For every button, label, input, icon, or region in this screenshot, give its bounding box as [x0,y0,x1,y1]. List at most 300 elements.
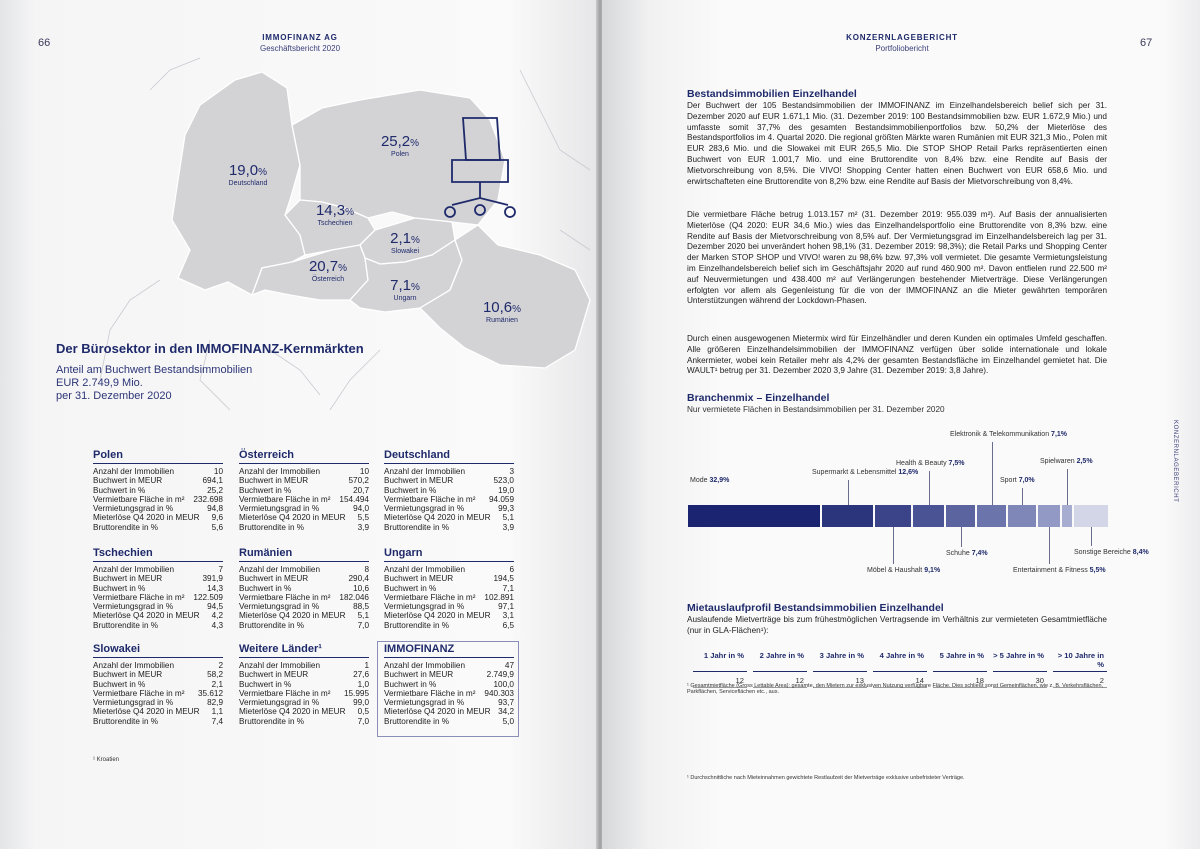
bar-leader-line [1091,527,1092,546]
row-label: Buchwert in MEUR [384,574,454,584]
country-box-row [239,476,369,485]
country-box-row [93,584,223,593]
row-value: 5,1 [502,513,514,523]
map-border-line [150,58,200,90]
map-label-tschechien: 14,3% Tschechien [315,202,355,227]
row-label: Buchwert in MEUR [239,574,309,584]
bar-leader-line [848,480,849,505]
row-label: Bruttorendite in % [239,522,305,532]
bar-category: Spielwaren [1040,458,1075,465]
country-box-title: Ungarn [384,547,514,562]
row-value: 5,6 [211,522,223,532]
country-box [239,449,369,532]
lease-header-cell: 3 Jahre in % [813,651,867,672]
country-box [384,643,514,726]
lease-header-cell: > 5 Jahre in % [993,651,1047,672]
map-border-line [560,230,590,250]
lease-header-cell: 1 Jahr in % [693,651,747,672]
bar-label [946,549,988,558]
country-box-row [239,689,369,698]
bar-value: 7,1% [1051,431,1068,438]
row-label: Buchwert in MEUR [93,574,163,584]
left-header-subtitle: Geschäftsbericht 2020 [259,44,341,53]
country-box-row [93,504,223,513]
country-box [93,449,223,532]
bar-leader-line [929,471,930,505]
bar-category: Schuhe [946,550,970,557]
country-box [93,643,223,726]
bar-label [1000,476,1035,485]
row-label: Buchwert in % [93,485,146,495]
row-value: 14,3 [207,583,223,593]
row-value: 694,1 [202,476,223,486]
row-value: 88,5 [353,602,369,612]
country-box-title: Slowakei [93,643,223,658]
row-value: 3,9 [357,522,369,532]
row-label: Mieterlöse Q4 2020 in MEUR [239,513,346,523]
country-box-row [384,689,514,698]
row-value: 10 [213,467,223,476]
row-value: 232.698 [193,494,223,504]
country-box-row [239,621,369,630]
row-label: Anzahl der Immobilien [93,467,175,476]
paragraph-3: Durch einen ausgewogenen Mietermix wird für Einzelhändler und deren Kunden ein optimales Umfeld geschaffen. Alle größeren Einzelhandelsimmobilien der IMMOFINANZ verfügen über solide internationale und lokale Ankermieter, wobei kein Retailer mehr als 4,2% der gesamten Bestandsfläche im Einzelhandel gemietet hat. Die WAULT¹ betrug per 31. Dezember 2020 3,9 Jahre (31. Dezember 2019: 3,8 Jahre). [687,334,1107,376]
bar-label [1040,457,1093,466]
country-box-row [93,486,223,495]
row-label: Vermietbare Fläche in m² [384,688,476,698]
row-value: 35.612 [197,688,223,698]
row-value: 34,2 [498,707,514,717]
row-label: Buchwert in % [384,583,437,593]
country-box-row [93,602,223,611]
country-box-row [239,584,369,593]
row-label: Vermietbare Fläche in m² [384,592,476,602]
row-value: 0,5 [357,707,369,717]
row-value: 194,5 [493,574,514,584]
bar-segment [946,505,976,527]
row-label: Bruttorendite in % [384,716,450,726]
row-value: 8 [364,565,369,574]
country-box-row [384,602,514,611]
country-box-row [384,523,514,532]
country-box-title: Polen [93,449,223,464]
bar-value: 7,0% [1018,477,1035,484]
row-label: Vermietungsgrad in % [239,504,320,514]
country-box-row [384,565,514,574]
row-label: Anzahl der Immobilien [93,565,175,574]
side-tab: KONZERNLAGEBERICHT [1172,420,1178,503]
row-label: Mieterlöse Q4 2020 in MEUR [93,611,200,621]
paragraph-1: Der Buchwert der 105 Bestandsimmobilien der IMMOFINANZ im Einzelhandelsbereich belief sich per 31. Dezember 2020 auf EUR 1.671,1 Mio. (31. Dezember 2019: 100 Bestandsimmobilien bzw. EUR 1.672,9 Mio.) und umfasste somit 37,7% des gesamten Bestandsimmobilienportfolios bzw. 50,2% der Mieterlöse des Bestandsportfolios im 4. Quartal 2020. Die regional größten Märkte waren Rumänien mit EUR 321,3 Mio., Polen mit EUR 283,6 Mio. und die Slowakei mit EUR 265,5 Mio. Die STOP SHOP Retail Parks repräsentierten einen Buchwert von EUR 1.001,7 Mio. und eine Bruttorendite von 8,4% bzw. eine Rendite auf Basis der Mietvorschreibung von 8,5%. Die VIVO! Shopping Center hatten einen Buchwert von EUR 658,6 Mio. und erwirtschafteten eine Bruttorendite von 8,2% bzw. eine Rendite auf Basis der Mietvorschreibung von 8,4%. [687,101,1107,186]
country-box-row [239,504,369,513]
footnote-wault: ¹ Durchschnittliche nach Mieteinnahmen gewichtete Restlaufzeit der Mietverträge exklusive unbefristeter Verträge. [687,775,965,781]
row-value: 97,1 [498,602,514,612]
row-label: Anzahl der Immobilien [239,661,321,670]
row-label: Buchwert in MEUR [239,476,309,486]
row-label: Anzahl der Immobilien [384,467,466,476]
row-value: 5,0 [502,716,514,726]
row-value: 7,0 [357,716,369,726]
bar-category: Elektronik & Telekommunikation [950,431,1050,438]
country-box-row [239,565,369,574]
bar-value: 32,9% [709,477,730,484]
country-box-row [239,593,369,602]
row-label: Buchwert in % [384,679,437,689]
row-label: Buchwert in MEUR [384,476,454,486]
row-value: 3,1 [502,611,514,621]
map-label-rumaenien: 10,6% Rumänien [482,299,522,324]
row-value: 93,7 [498,698,514,708]
bar-segment [913,505,943,527]
row-label: Vermietbare Fläche in m² [93,592,185,602]
country-box-row [384,584,514,593]
country-box-row [93,513,223,522]
row-value: 6 [509,565,514,574]
paragraph-2: Die vermietbare Fläche betrug 1.013.157 m² (31. Dezember 2019: 955.039 m²). Auf Basis der annualisierten Mieterlöse (Q4 2020: EUR 34,6 Mio.) wies das Einzelhandelsportfolio eine Bruttorendite von 8,3% bzw. eine Rendite auf Basis der Mietvorschreibung von 8,5% auf. Der Vermietungsgrad im Einzelhandelsbereich lag per 31. Dezember 2020 bei unverändert hohen 98,1% (31. Dezember 2019: 98,3%); die Retail Parks und Shopping Center der Marken STOP SHOP und VIVO! waren zu 98,6% bzw. 97,3% voll vermietet. Die gesamte Vermietungsleistung im Einzelhandelsbereich belief sich im Geschäftsjahr 2020 auf rund 460.900 m². Davon entfielen rund 22.500 m² auf Neuvermietungen und 438.400 m² auf Verlängerungen bestehender Mietverträge. Diese Verlängerungen erfolgten vor allem als Gegenleistung für die von der IMMOFINANZ an die Mieter gewährten temporären Unterstützungen während der Lockdown-Phasen. [687,210,1107,306]
row-value: 3,9 [502,522,514,532]
row-label: Bruttorendite in % [93,716,159,726]
country-box-row [93,523,223,532]
lease-value-cell: 13 [813,672,867,688]
country-box-row [93,689,223,698]
footnote-left: ¹ Kroatien [93,757,120,763]
bar-leader-line [893,527,894,564]
bar-segment [1074,505,1108,527]
bar-segment [1008,505,1036,527]
country-box-row [93,717,223,726]
bar-value: 7,4% [971,550,988,557]
country-box-row [93,661,223,670]
row-label: Vermietbare Fläche in m² [239,688,331,698]
row-value: 1,0 [357,679,369,689]
country-box-row [93,495,223,504]
row-label: Anzahl der Immobilien [239,565,321,574]
row-label: Mieterlöse Q4 2020 in MEUR [384,611,491,621]
country-box-row [239,602,369,611]
bar-segment [1062,505,1072,527]
row-value: 7 [218,565,223,574]
country-box-row [239,670,369,679]
europe-map [0,50,598,410]
bar-segment [1038,505,1060,527]
row-value: 99,3 [498,504,514,514]
row-label: Anzahl der Immobilien [93,661,175,670]
country-box [384,547,514,630]
row-value: 940.303 [484,688,514,698]
row-value: 3 [509,467,514,476]
bar-category: Health & Beauty [896,460,947,467]
country-box-row [239,495,369,504]
bar-leader-line [1022,488,1023,505]
bar-value: 2,5% [1076,458,1093,465]
left-page [0,0,598,849]
bar-leader-line [1049,527,1050,564]
title-subtitle: Anteil am Buchwert Bestandsimmobilien EUR 2.749,9 Mio. per 31. Dezember 2020 [56,364,253,402]
row-value: 100,0 [493,679,514,689]
lease-value-cell: 14 [873,672,927,688]
row-value: 523,0 [493,476,514,486]
country-box-row [93,476,223,485]
row-label: Vermietungsgrad in % [93,698,174,708]
row-value: 1,1 [211,707,223,717]
bar-leader-line [1067,469,1068,505]
row-value: 94,0 [353,504,369,514]
row-value: 2,1 [211,679,223,689]
lease-header-cell: 4 Jahre in % [873,651,927,672]
country-box-row [93,707,223,716]
country-box-row [239,611,369,620]
row-value: 102.891 [484,592,514,602]
country-box-row [239,574,369,583]
row-label: Buchwert in MEUR [93,476,163,486]
bar-label [896,459,965,468]
row-label: Vermietungsgrad in % [384,602,465,612]
country-box-row [384,680,514,689]
bar-category: Sport [1000,477,1017,484]
bar-category: Sonstige Bereiche [1074,549,1131,556]
row-label: Vermietungsgrad in % [239,602,320,612]
row-label: Mieterlöse Q4 2020 in MEUR [93,707,200,717]
country-box-row [239,523,369,532]
bar-label [1013,566,1106,575]
row-label: Buchwert in % [384,485,437,495]
country-box-title: Deutschland [384,449,514,464]
row-value: 99,0 [353,698,369,708]
country-box-row [239,707,369,716]
row-label: Mieterlöse Q4 2020 in MEUR [239,611,346,621]
map-label-ungarn: 7,1% Ungarn [390,277,420,302]
bar-segment [688,505,820,527]
row-label: Bruttorendite in % [384,620,450,630]
bar-category: Möbel & Haushalt [867,567,923,574]
bar-label [812,468,918,477]
country-box-row [384,661,514,670]
row-label: Mieterlöse Q4 2020 in MEUR [93,513,200,523]
row-value: 2.749,9 [486,670,514,680]
map-label-oesterreich: 20,7% Österreich [308,258,348,283]
map-label-deutschland: 19,0% Deutschland [228,162,268,187]
row-label: Mieterlöse Q4 2020 in MEUR [239,707,346,717]
lease-header-cell: 2 Jahre in % [753,651,807,672]
bar-label [867,566,940,575]
map-border-line [520,70,590,170]
row-label: Vermietungsgrad in % [93,504,174,514]
country-box-row [384,495,514,504]
row-label: Vermietbare Fläche in m² [384,494,476,504]
row-value: 7,1 [502,583,514,593]
row-label: Vermietbare Fläche in m² [93,494,185,504]
bar-category: Entertainment & Fitness [1013,567,1088,574]
row-label: Buchwert in MEUR [239,670,309,680]
country-box-row [384,707,514,716]
page-number-right: 67 [1140,37,1153,49]
map-border-line [330,350,380,410]
row-label: Vermietungsgrad in % [384,698,465,708]
lease-header-cell: > 10 Jahre in % [1053,651,1107,672]
row-value: 10 [359,467,369,476]
country-box [384,449,514,532]
country-box-row [384,467,514,476]
country-box-row [384,504,514,513]
country-box-row [384,670,514,679]
map-border-line [270,350,320,395]
bar-value: 12,6% [898,469,919,476]
bar-value: 5,5% [1089,567,1106,574]
page-number-left: 66 [38,37,51,49]
row-value: 122.509 [193,592,223,602]
bar-segment [875,505,912,527]
country-box-title: Weitere Länder¹ [239,643,369,658]
row-value: 82,9 [207,698,223,708]
lease-value-cell: 18 [933,672,987,688]
map-label-polen: 25,2% Polen [380,133,420,158]
page-title: Der Bürosektor in den IMMOFINANZ-Kernmärkten [56,341,364,356]
row-value: 2 [218,661,223,670]
row-label: Anzahl der Immobilien [384,565,466,574]
lease-value-cell: 30 [993,672,1047,688]
row-value: 94,5 [207,602,223,612]
row-label: Anzahl der Immobilien [384,661,466,670]
section-title-branchenmix: Branchenmix – Einzelhandel [687,392,830,404]
country-box-row [239,661,369,670]
right-header [822,33,982,53]
country-box-row [384,513,514,522]
row-value: 20,7 [353,485,369,495]
row-value: 58,2 [207,670,223,680]
country-box-row [239,717,369,726]
row-label: Vermietbare Fläche in m² [93,688,185,698]
country-box-row [239,486,369,495]
map-label-slowakei: 2,1% Slowakei [390,230,420,255]
country-box-row [384,717,514,726]
country-box-row [384,611,514,620]
row-value: 25,2 [207,485,223,495]
row-label: Anzahl der Immobilien [239,467,321,476]
country-box-title: IMMOFINANZ [384,643,514,658]
row-value: 1 [364,661,369,670]
mietauslauf-text: Auslaufende Mietverträge bis zum frühestmöglichen Vertragsende im Verhältnis zur vermieteten Gesamtmietfläche (nur in GLA-Flächen¹): [687,615,1107,635]
left-header-title: IMMOFINANZ AG [262,33,338,42]
row-value: 15.995 [343,688,369,698]
row-value: 4,2 [211,611,223,621]
bar-label [1074,548,1149,557]
right-header-title: KONZERNLAGEBERICHT [846,33,958,42]
bar-segment [822,505,873,527]
row-label: Bruttorendite in % [239,716,305,726]
country-box-row [93,565,223,574]
row-label: Vermietungsgrad in % [93,602,174,612]
row-value: 7,4 [211,716,223,726]
lease-value-cell: 12 [693,672,747,688]
country-box-row [93,680,223,689]
country-box-row [239,680,369,689]
row-label: Bruttorendite in % [384,522,450,532]
row-label: Buchwert in % [93,583,146,593]
bar-leader-line [992,442,993,505]
footnote-gla: ¹ Gesamtmietfläche (Gross Lettable Area): gesamte, den Mietern zur exklusiven Nutzung verfügbare Fläche. Dies schließt sonst Gemeinflächen, wie z. B. Verkehrsflächen, Parkflächen, Serviceflächen etc., aus. [687,683,1104,695]
row-label: Vermietbare Fläche in m² [239,494,331,504]
lease-table-header [687,651,1107,672]
row-value: 5,5 [357,513,369,523]
country-box-row [93,611,223,620]
section-title-einzelhandel: Bestandsimmobilien Einzelhandel [687,88,857,100]
lease-value-cell: 12 [753,672,807,688]
bar-value: 8,4% [1132,549,1149,556]
section-title-mietauslauf: Mietauslaufprofil Bestandsimmobilien Einzelhandel [687,602,944,614]
country-box-row [93,467,223,476]
lease-value-cell: 2 [1053,672,1107,688]
lease-header-cell: 5 Jahre in % [933,651,987,672]
bar-label [950,430,1067,439]
row-value: 570,2 [348,476,369,486]
row-label: Bruttorendite in % [239,620,305,630]
country-box-row [239,698,369,707]
branchenmix-subtitle: Nur vermietete Flächen in Bestandsimmobilien per 31. Dezember 2020 [687,405,945,414]
row-value: 47 [504,661,514,670]
country-box-row [384,476,514,485]
country-box-row [384,593,514,602]
row-value: 182.046 [339,592,369,602]
country-box-row [384,486,514,495]
bar-label [690,476,729,485]
row-value: 290,4 [348,574,369,584]
country-box-row [239,513,369,522]
row-value: 154.494 [339,494,369,504]
row-value: 94,8 [207,504,223,514]
row-label: Bruttorendite in % [93,620,159,630]
row-value: 19,0 [498,485,514,495]
row-value: 27,6 [353,670,369,680]
country-box-row [384,698,514,707]
row-label: Vermietbare Fläche in m² [239,592,331,602]
bar-value: 9,1% [924,567,941,574]
country-box-title: Tschechien [93,547,223,562]
country-box-title: Österreich [239,449,369,464]
country-box-row [239,467,369,476]
country-box-row [384,574,514,583]
country-box-row [93,574,223,583]
country-box-title: Rumänien [239,547,369,562]
country-box-row [93,621,223,630]
row-label: Buchwert in MEUR [384,670,454,680]
row-value: 9,6 [211,513,223,523]
row-label: Mieterlöse Q4 2020 in MEUR [384,707,491,717]
row-label: Vermietungsgrad in % [384,504,465,514]
bar-leader-line [961,527,962,547]
row-value: 94.059 [488,494,514,504]
row-label: Buchwert in % [239,679,292,689]
bar-value: 7,5% [948,460,965,467]
row-value: 6,5 [502,620,514,630]
country-box-row [93,670,223,679]
country-box-row [384,621,514,630]
country-box-row [93,698,223,707]
row-value: 10,6 [353,583,369,593]
row-label: Mieterlöse Q4 2020 in MEUR [384,513,491,523]
country-box [93,547,223,630]
country-box-row [93,593,223,602]
row-value: 5,1 [357,611,369,621]
row-value: 391,9 [202,574,223,584]
bar-segment [977,505,1006,527]
bar-category: Mode [690,477,708,484]
country-box [239,643,369,726]
row-label: Buchwert in % [93,679,146,689]
bar-category: Supermarkt & Lebensmittel [812,469,897,476]
row-value: 4,3 [211,620,223,630]
country-box [239,547,369,630]
row-label: Buchwert in MEUR [93,670,163,680]
